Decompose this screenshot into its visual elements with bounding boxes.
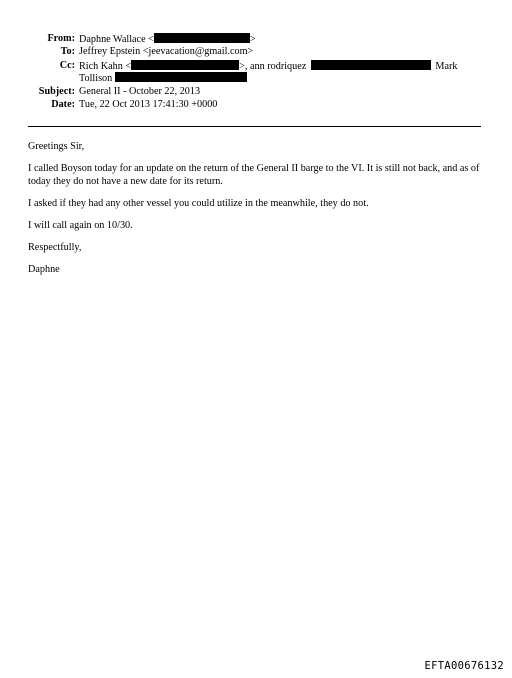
- from-name: Daphne Wallace <: [79, 34, 154, 45]
- closing: Respectfully,: [28, 242, 82, 253]
- header-divider: [28, 126, 481, 127]
- redaction-bar: [131, 60, 239, 70]
- from-value: [79, 33, 256, 46]
- date-label: Date:: [51, 99, 75, 110]
- subject-value: General II - October 22, 2013: [79, 86, 201, 97]
- from-close: >: [249, 34, 256, 45]
- greeting: Greetings Sir,: [28, 141, 85, 152]
- signature: Daphne: [28, 264, 60, 275]
- cc-name-2: >, ann rodriquez: [239, 61, 307, 72]
- paragraph-2: I asked if they had any other vessel you could utilize in the meanwhile, they do not.: [28, 198, 369, 209]
- paragraph-3: I will call again on 10/30.: [28, 220, 133, 231]
- redaction-bar: [115, 72, 247, 82]
- from-label: From:: [47, 33, 75, 44]
- paragraph-1: I called Boyson today for an update on the return of the General II barge to the VI. It is still not back, and as of today they do not have a new date for its return.: [28, 163, 480, 187]
- cc-name-3-surname: Tollison: [79, 73, 113, 84]
- cc-name-1: Rich Kahn <: [79, 61, 132, 72]
- redaction-bar: [311, 60, 431, 70]
- cc-value-line2: [79, 72, 247, 85]
- to-value: Jeffrey Epstein <jeevacation@gmail.com>: [79, 46, 254, 57]
- redaction-bar: [154, 33, 250, 43]
- cc-name-3: Mark: [435, 61, 458, 72]
- bates-number: EFTA00676132: [424, 660, 504, 672]
- subject-label: Subject:: [38, 86, 75, 97]
- cc-label: Cc:: [59, 60, 75, 71]
- to-label: To:: [60, 46, 75, 57]
- date-value: Tue, 22 Oct 2013 17:41:30 +0000: [79, 99, 218, 110]
